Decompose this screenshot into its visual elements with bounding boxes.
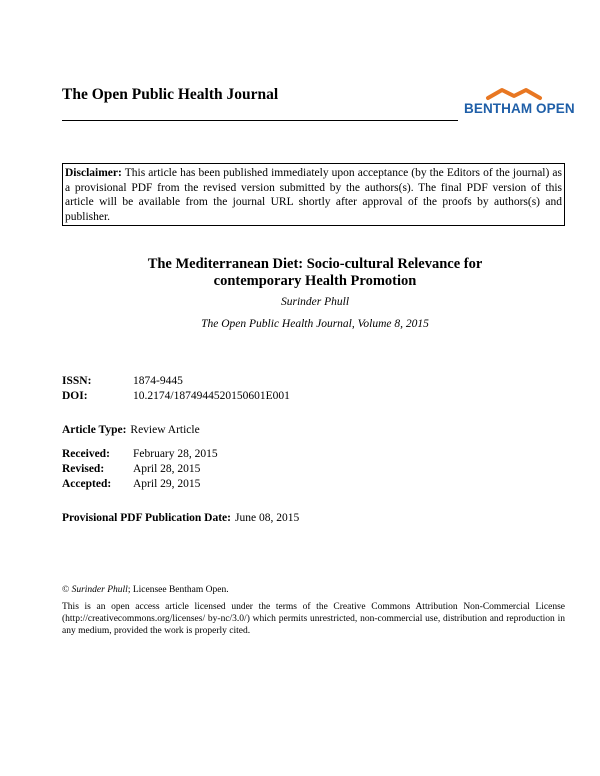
received-value: February 28, 2015 [133, 448, 218, 460]
revised-value: April 28, 2015 [133, 463, 201, 475]
article-type-value: Review Article [130, 424, 200, 436]
header-rule [62, 120, 458, 121]
accepted-value: April 29, 2015 [133, 478, 201, 490]
received-label: Received: [62, 448, 110, 460]
copyright-author: Surinder Phull [71, 585, 128, 595]
accepted-label: Accepted: [62, 478, 112, 490]
disclaimer-text: This article has been published immediately upon acceptance (by the Editors of the journal) as a provisional PDF from the revised version submitted by the authors(s). The final PDF version of this article will be available from the journal URL shortly after approval of the proofs by authors(s) and publisher. [65, 167, 562, 223]
copyright-rest: ; Licensee Bentham Open. [127, 585, 229, 595]
revised-label: Revised: [62, 463, 105, 475]
provisional-date-value: June 08, 2015 [234, 512, 300, 524]
doi-label: DOI: [62, 390, 88, 402]
article-title-line-2: contemporary Health Promotion [213, 273, 417, 289]
disclaimer-box [62, 163, 565, 226]
journal-citation: The Open Public Health Journal, Volume 8, 2015 [201, 318, 429, 330]
copyright-symbol: © [62, 585, 70, 595]
journal-title: The Open Public Health Journal [62, 86, 279, 103]
article-type-row [62, 420, 200, 438]
copyright-notice [62, 585, 229, 595]
issn-label: ISSN: [62, 375, 92, 387]
provisional-date-row [62, 508, 299, 526]
issn-value: 1874-9445 [133, 375, 183, 387]
author-name: Surinder Phull [280, 296, 350, 308]
logo-text: BENTHAM OPEN [464, 101, 575, 116]
license-text: This is an open access article licensed under the terms of the Creative Commons Attribution Non-Commercial License (http://creativecommons.org/licenses/ by-nc/3.0/) which permits unrestricted, non-commercial use, distribution and reproduction in any medium, provided the work is properly cited. [62, 602, 565, 636]
bentham-open-logo [464, 84, 575, 120]
article-title-line-1: The Mediterranean Diet: Socio-cultural Relevance for [147, 256, 483, 272]
article-title [100, 256, 530, 290]
disclaimer-label: Disclaimer: [65, 167, 122, 179]
doi-value: 10.2174/1874944520150601E001 [133, 390, 290, 402]
logo-mark-icon [464, 84, 564, 102]
provisional-date-label: Provisional PDF Publication Date: [62, 512, 231, 524]
article-type-label: Article Type: [62, 424, 127, 436]
